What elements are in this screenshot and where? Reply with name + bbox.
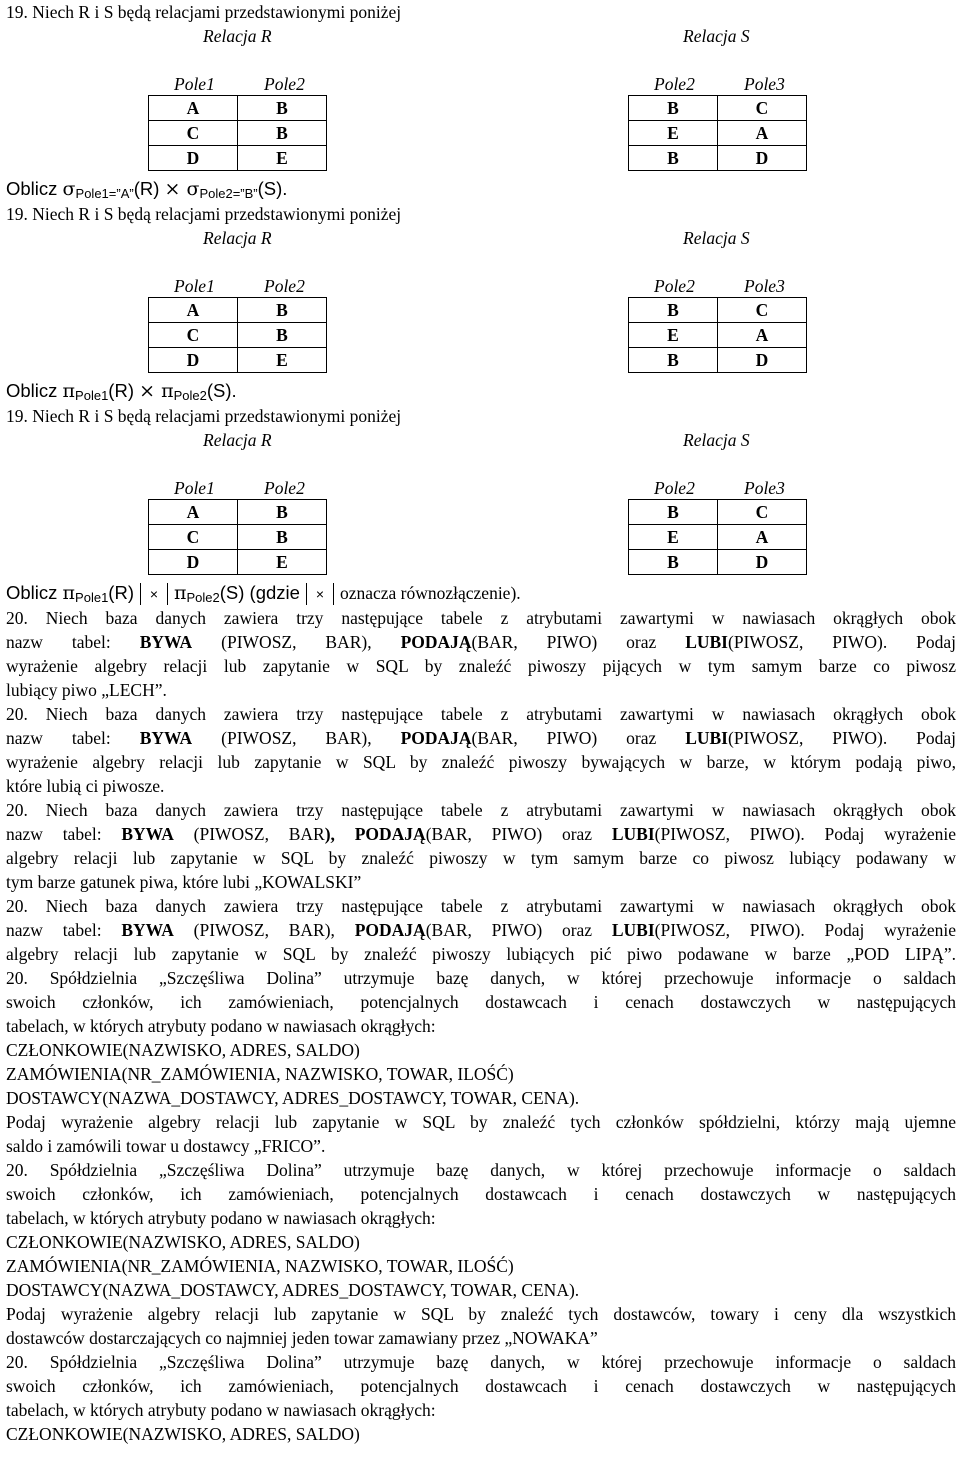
text-line (6, 966, 956, 990)
table-name: LUBI (685, 728, 728, 748)
text-run: (PIWOSZ, BAR), (173, 920, 355, 940)
exercise-intro: 19. Niech R i S będą relacjami przedstawionymi poniżej (6, 406, 402, 426)
expr-arg: (R) (108, 380, 140, 401)
relation-titles (6, 226, 956, 250)
text-line (6, 1134, 956, 1158)
text-line (6, 798, 956, 822)
table-name: LUBI (685, 632, 728, 652)
table-name: PODAJĄ (354, 920, 426, 940)
table-row (629, 500, 807, 525)
operator-subscript: Pole2=”B” (199, 186, 258, 201)
text-run: 20. Niech baza danych zawiera trzy następujące tabele z atrybutami zawartymi w nawiasach okrągłych obok (6, 800, 956, 820)
column-header: Pole1 (174, 478, 215, 498)
table-row (149, 500, 327, 525)
table-cell: D (149, 348, 238, 373)
table-cell: D (718, 348, 807, 373)
table-name: ), PODAJĄ (324, 824, 426, 844)
text-line (6, 1374, 956, 1398)
text-run: lubiący piwo „LECH”. (6, 680, 167, 700)
text-line (6, 702, 956, 726)
relation-exercises (6, 0, 956, 606)
operator-symbol: π (173, 582, 187, 604)
table-row (149, 323, 327, 348)
relation-s-table (628, 297, 807, 373)
text-line (6, 1086, 956, 1110)
column-header: Pole2 (264, 478, 305, 498)
text-line (6, 846, 956, 870)
text-run: nazw tabel: (6, 632, 140, 652)
text-run: 20. Spółdzielnia „Szczęśliwa Dolina” utrzymuje bazę danych, w której przechowuje informacje o saldach (6, 968, 956, 988)
text-line (6, 822, 956, 846)
table-cell: C (149, 121, 238, 146)
relation-r-table (148, 297, 327, 373)
table-cell: D (718, 146, 807, 171)
expr-prefix: Oblicz (6, 380, 63, 401)
relation-titles (6, 24, 956, 48)
relation-s-title: Relacja S (683, 228, 750, 248)
relation-s-table (628, 499, 807, 575)
text-run: tym barze gatunek piwa, które lubi „KOWALSKI” (6, 872, 362, 892)
table-cell: B (629, 298, 718, 323)
join-symbol: × (306, 583, 334, 605)
text-run: 20. Spółdzielnia „Szczęśliwa Dolina” utrzymuje bazę danych, w której przechowuje informacje o saldach (6, 1160, 956, 1180)
text-line (6, 1014, 956, 1038)
text-line (6, 1422, 956, 1446)
text-run: dostawców dostarczających co najmniej jeden towar zamawiany przez „NOWAKA” (6, 1328, 598, 1348)
table-cell: B (238, 525, 327, 550)
table-name: LUBI (611, 824, 655, 844)
text-run: wyrażenie algebry relacji lub zapytanie w SQL by znaleźć piwoszy bywających w barze, w którym podają piwo, (6, 752, 956, 772)
text-run: saldo i zamówili towar u dostawcy „FRICO”. (6, 1136, 326, 1156)
table-cell: D (149, 146, 238, 171)
text-run: swoich członków, ich zamówieniach, potencjalnych dostawcach i cenach dostawczych w następujących (6, 1376, 956, 1396)
column-header: Pole1 (174, 276, 215, 296)
cross-product-symbol: × (139, 380, 156, 402)
text-line (6, 750, 956, 774)
text-run: które lubią ci piwosze. (6, 776, 165, 796)
text-run: tabelach, w których atrybuty podano w nawiasach okrągłych: (6, 1400, 436, 1420)
operator-symbol: π (62, 582, 76, 604)
table-row (629, 96, 807, 121)
table-row (149, 550, 327, 575)
table-row (149, 146, 327, 171)
text-run: (PIWOSZ, BAR), (192, 632, 401, 652)
text-run: nazw tabel: (6, 728, 140, 748)
operator-symbol: π (62, 380, 76, 402)
operator-subscript: Pole2 (173, 388, 207, 403)
text-line (6, 1398, 956, 1422)
table-name: LUBI (611, 920, 655, 940)
database-exercises (6, 606, 956, 1446)
expr-arg: (S). (257, 178, 288, 199)
text-line (6, 1350, 956, 1374)
algebra-expression (6, 176, 956, 202)
column-header: Pole2 (654, 276, 695, 296)
expr-arg: (S) (gdzie (219, 582, 300, 603)
column-header: Pole2 (264, 74, 305, 94)
relation-tables (6, 274, 956, 378)
table-name: BYWA (121, 824, 174, 844)
algebra-expression (6, 580, 956, 606)
text-line (6, 1254, 956, 1278)
text-run: algebry relacji lub zapytanie w SQL by znaleźć piwoszy w tym samym barze co piwosz lubiący podawany w (6, 848, 956, 868)
text-line (6, 1038, 956, 1062)
column-header: Pole3 (744, 74, 785, 94)
table-row (149, 348, 327, 373)
text-line (6, 1230, 956, 1254)
text-run: nazw tabel: (6, 920, 122, 940)
relation-tables (6, 476, 956, 580)
column-header: Pole3 (744, 478, 785, 498)
relation-r-title: Relacja R (203, 228, 272, 248)
operator-subscript: Pole1=”A” (75, 186, 134, 201)
expr-note: oznacza równozłączenie). (339, 583, 521, 603)
text-line (6, 1158, 956, 1182)
table-cell: B (238, 323, 327, 348)
text-line (6, 606, 956, 630)
table-cell: A (718, 121, 807, 146)
text-line (6, 1278, 956, 1302)
text-run: swoich członków, ich zamówieniach, potencjalnych dostawcach i cenach dostawczych w następujących (6, 1184, 956, 1204)
table-cell: C (718, 298, 807, 323)
relation-s-table (628, 95, 807, 171)
text-run: ZAMÓWIENIA(NR_ZAMÓWIENIA, NAZWISKO, TOWAR, ILOŚĆ) (6, 1064, 514, 1084)
table-cell: E (629, 525, 718, 550)
text-run: 20. Niech baza danych zawiera trzy następujące tabele z atrybutami zawartymi w nawiasach okrągłych obok (6, 896, 956, 916)
relation-titles (6, 428, 956, 452)
text-run: DOSTAWCY(NAZWA_DOSTAWCY, ADRES_DOSTAWCY, TOWAR, CENA). (6, 1088, 580, 1108)
text-line (6, 1302, 956, 1326)
text-run: ZAMÓWIENIA(NR_ZAMÓWIENIA, NAZWISKO, TOWAR, ILOŚĆ) (6, 1256, 514, 1276)
table-cell: E (238, 146, 327, 171)
table-cell: D (718, 550, 807, 575)
table-row (629, 121, 807, 146)
table-cell: B (238, 298, 327, 323)
text-line (6, 942, 956, 966)
table-cell: C (149, 323, 238, 348)
operator-symbol: σ (180, 178, 200, 200)
operator-symbol: σ (62, 178, 76, 200)
column-header: Pole3 (744, 276, 785, 296)
text-run: CZŁONKOWIE(NAZWISKO, ADRES, SALDO) (6, 1424, 360, 1444)
table-row (149, 96, 327, 121)
text-line (6, 1326, 956, 1350)
table-row (629, 323, 807, 348)
text-run: 20. Niech baza danych zawiera trzy następujące tabele z atrybutami zawartymi w nawiasach okrągłych obok (6, 608, 956, 628)
text-line (6, 726, 956, 750)
operator-subscript: Pole1 (75, 590, 109, 605)
table-cell: E (238, 348, 327, 373)
table-row (149, 121, 327, 146)
text-line (6, 630, 956, 654)
text-run: DOSTAWCY(NAZWA_DOSTAWCY, ADRES_DOSTAWCY, TOWAR, CENA). (6, 1280, 580, 1300)
relation-r-title: Relacja R (203, 26, 272, 46)
text-run: (PIWOSZ, BAR), (192, 728, 401, 748)
document-page (6, 0, 956, 1446)
text-run: CZŁONKOWIE(NAZWISKO, ADRES, SALDO) (6, 1040, 360, 1060)
table-cell: B (238, 96, 327, 121)
table-row (149, 298, 327, 323)
table-cell: C (718, 96, 807, 121)
text-run: (BAR, PIWO) oraz (471, 632, 686, 652)
table-cell: E (238, 550, 327, 575)
text-line (6, 774, 956, 798)
text-line (6, 678, 956, 702)
cross-product-symbol: × (164, 178, 181, 200)
column-header: Pole2 (654, 74, 695, 94)
table-cell: C (718, 500, 807, 525)
column-header: Pole1 (174, 74, 215, 94)
table-cell: B (629, 348, 718, 373)
column-header: Pole2 (264, 276, 305, 296)
table-name: BYWA (139, 632, 193, 652)
text-line (6, 654, 956, 678)
text-run: Podaj wyrażenie algebry relacji lub zapytanie w SQL by znaleźć tych członków spółdzielni, którzy mają ujemne (6, 1112, 956, 1132)
table-cell: A (149, 96, 238, 121)
table-cell: B (629, 550, 718, 575)
relation-tables (6, 72, 956, 176)
text-line (6, 1110, 956, 1134)
text-run: (BAR, PIWO) oraz (471, 728, 686, 748)
expr-arg: (R) (108, 582, 134, 603)
text-run: swoich członków, ich zamówieniach, potencjalnych dostawcach i cenach dostawczych w następujących (6, 992, 956, 1012)
table-row (629, 550, 807, 575)
table-row (629, 298, 807, 323)
text-run: (PIWOSZ, PIWO). Podaj wyrażenie (654, 824, 956, 844)
text-run: tabelach, w których atrybuty podano w nawiasach okrągłych: (6, 1208, 436, 1228)
relation-r-table (148, 95, 327, 171)
text-run: CZŁONKOWIE(NAZWISKO, ADRES, SALDO) (6, 1232, 360, 1252)
relation-r-title: Relacja R (203, 430, 272, 450)
expr-prefix: Oblicz (6, 178, 63, 199)
operator-subscript: Pole2 (186, 590, 220, 605)
text-run: (PIWOSZ, PIWO). Podaj (728, 632, 956, 652)
relation-s-title: Relacja S (683, 26, 750, 46)
table-row (629, 525, 807, 550)
operator-subscript: Pole1 (75, 388, 109, 403)
table-name: BYWA (139, 728, 193, 748)
text-line (6, 1182, 956, 1206)
table-name: PODAJĄ (400, 728, 472, 748)
table-cell: A (718, 525, 807, 550)
text-run: (BAR, PIWO) oraz (425, 920, 612, 940)
expr-prefix: Oblicz (6, 582, 63, 603)
text-line (6, 894, 956, 918)
table-cell: A (149, 298, 238, 323)
text-run: nazw tabel: (6, 824, 122, 844)
text-run: (PIWOSZ, PIWO). Podaj wyrażenie (654, 920, 956, 940)
table-row (629, 348, 807, 373)
table-cell: A (718, 323, 807, 348)
expr-arg: (S). (206, 380, 237, 401)
text-run: tabelach, w których atrybuty podano w nawiasach okrągłych: (6, 1016, 436, 1036)
table-cell: B (238, 121, 327, 146)
table-cell: B (238, 500, 327, 525)
table-name: PODAJĄ (400, 632, 472, 652)
table-cell: E (629, 121, 718, 146)
table-cell: B (629, 96, 718, 121)
text-line (6, 1206, 956, 1230)
text-line (6, 990, 956, 1014)
text-run: (PIWOSZ, PIWO). Podaj (728, 728, 956, 748)
algebra-expression (6, 378, 956, 404)
table-cell: C (149, 525, 238, 550)
exercise-intro: 19. Niech R i S będą relacjami przedstawionymi poniżej (6, 2, 402, 22)
text-run: wyrażenie algebry relacji lub zapytanie w SQL by znaleźć piwoszy pijących w tym samym barze co piwosz (6, 656, 956, 676)
text-line (6, 1062, 956, 1086)
relation-s-title: Relacja S (683, 430, 750, 450)
text-run: algebry relacji lub zapytanie w SQL by znaleźć piwoszy lubiących pić piwo podawane w barze „POD LIPĄ”. (6, 944, 956, 964)
text-run: 20. Spółdzielnia „Szczęśliwa Dolina” utrzymuje bazę danych, w której przechowuje informacje o saldach (6, 1352, 956, 1372)
operator-symbol: π (155, 380, 174, 402)
text-run: Podaj wyrażenie algebry relacji lub zapytanie w SQL by znaleźć tych dostawców, towary i ceny dla wszystkich (6, 1304, 956, 1324)
exercise-intro: 19. Niech R i S będą relacjami przedstawionymi poniżej (6, 204, 402, 224)
table-cell: B (629, 146, 718, 171)
table-cell: B (629, 500, 718, 525)
table-cell: A (149, 500, 238, 525)
table-name: BYWA (121, 920, 174, 940)
table-row (149, 525, 327, 550)
column-header: Pole2 (654, 478, 695, 498)
join-symbol: × (140, 583, 168, 605)
text-run: (PIWOSZ, BAR (173, 824, 325, 844)
table-cell: E (629, 323, 718, 348)
table-row (629, 146, 807, 171)
text-line (6, 870, 956, 894)
text-run: 20. Niech baza danych zawiera trzy następujące tabele z atrybutami zawartymi w nawiasach okrągłych obok (6, 704, 956, 724)
table-cell: D (149, 550, 238, 575)
text-line (6, 918, 956, 942)
expr-arg: (R) (133, 178, 165, 199)
text-run: (BAR, PIWO) oraz (425, 824, 612, 844)
relation-r-table (148, 499, 327, 575)
